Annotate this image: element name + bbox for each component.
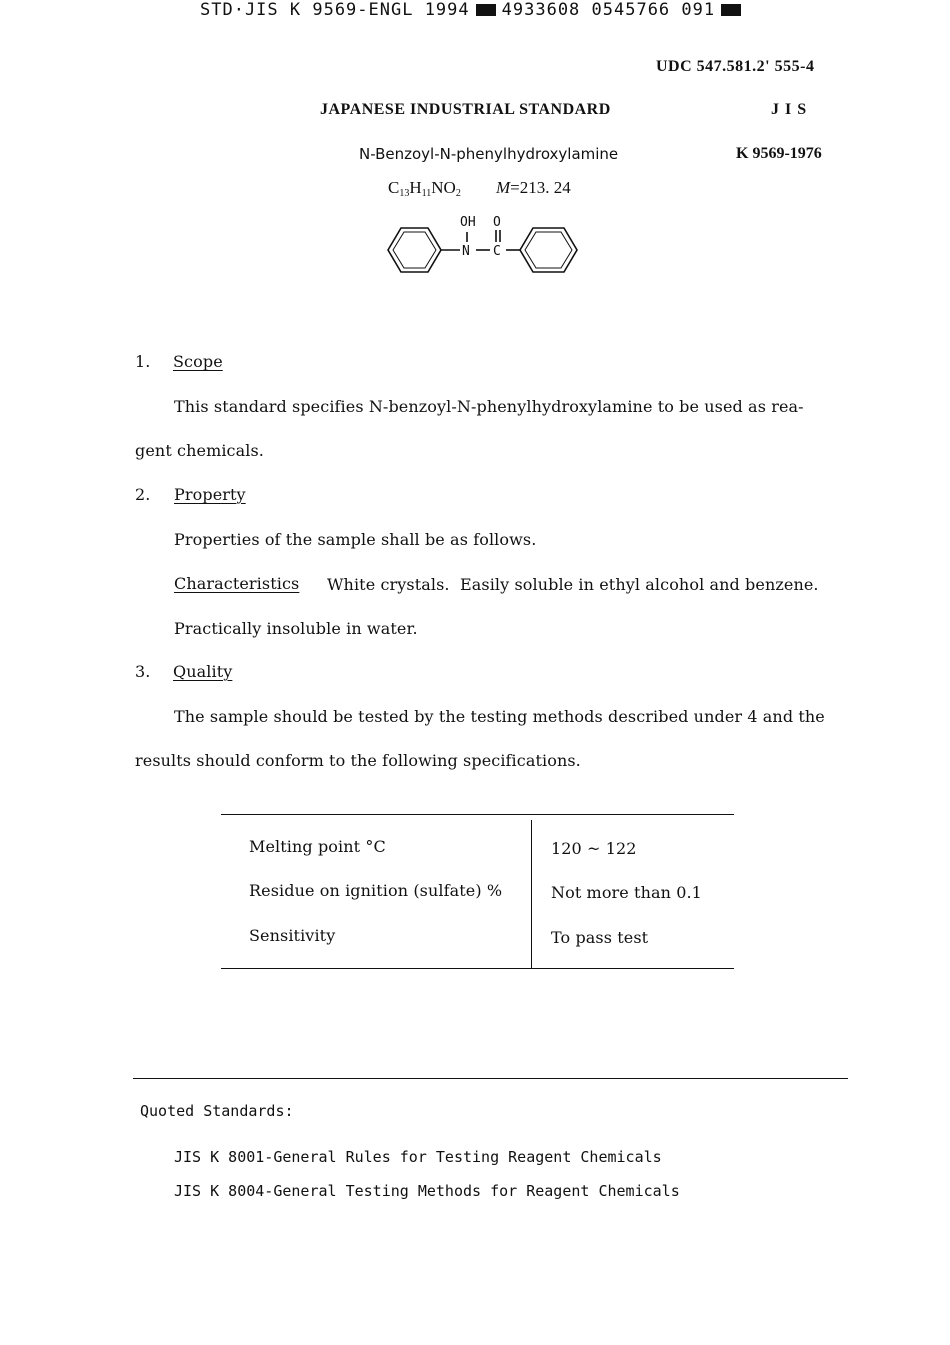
section-1-number: 1. — [135, 352, 151, 371]
standard-number: K 9569-1976 — [736, 145, 822, 162]
black-block-icon — [476, 4, 496, 16]
quoted-standard-item: JIS K 8001-General Rules for Testing Reagent Chemicals — [174, 1148, 662, 1166]
n-label: N — [462, 244, 470, 259]
footer-rule — [133, 1078, 848, 1079]
molecular-formula: $C_{13}H_{11}NO_2$ — [388, 178, 461, 199]
table-row-value: Not more than 0.1 — [551, 883, 702, 902]
table-row-item: Sensitivity — [249, 926, 336, 945]
table-column-divider — [531, 820, 532, 968]
udc-number: UDC 547.581.2' 555-4 — [656, 58, 815, 75]
quoted-standards-heading: Quoted Standards: — [140, 1102, 294, 1120]
document-code-line — [200, 0, 747, 20]
jis-label: J I S — [771, 101, 808, 118]
chemical-structure-diagram — [380, 210, 590, 280]
characteristics-text-line2: Practically insoluble in water. — [174, 619, 418, 638]
phenyl-ring-left — [388, 228, 441, 272]
o-label: O — [493, 215, 501, 230]
document-code-part2: 4933608 0545766 091 — [501, 0, 716, 20]
characteristics-text: White crystals. Easily soluble in ethyl alcohol and benzene. — [327, 575, 819, 594]
section-1-title: Scope — [173, 352, 223, 371]
section-3-text-line1: The sample should be tested by the testing methods described under 4 and the — [174, 707, 825, 726]
table-row-value: 120 ~ 122 — [551, 839, 637, 858]
section-2-title: Property — [174, 485, 246, 504]
compound-name: N-Benzoyl-N-phenylhydroxylamine — [359, 145, 619, 163]
table-row-item: Residue on ignition (sulfate) % — [249, 881, 503, 900]
oh-label: OH — [460, 215, 476, 230]
table-row-item: Melting point °C — [249, 837, 386, 856]
section-3-title: Quality — [173, 662, 233, 681]
quoted-standard-item: JIS K 8004-General Testing Methods for Reagent Chemicals — [174, 1182, 680, 1200]
phenyl-ring-right — [520, 228, 577, 272]
molecular-weight: M=213. 24 — [496, 178, 571, 197]
document-code-part1: STD·JIS K 9569-ENGL 1994 — [200, 0, 470, 20]
section-1-text-line2: gent chemicals. — [135, 441, 264, 460]
section-2-number: 2. — [135, 485, 151, 504]
c-label: C — [493, 244, 501, 259]
standard-title: JAPANESE INDUSTRIAL STANDARD — [320, 101, 611, 118]
section-2-intro: Properties of the sample shall be as follows. — [174, 530, 537, 549]
table-top-rule — [221, 814, 734, 815]
table-bottom-rule — [221, 968, 734, 969]
section-3-number: 3. — [135, 662, 151, 681]
characteristics-label: Characteristics — [174, 574, 300, 593]
section-3-text-line2: results should conform to the following specifications. — [135, 751, 581, 770]
black-block-icon — [721, 4, 741, 16]
table-row-value: To pass test — [551, 928, 649, 947]
section-1-text-line1: This standard specifies N-benzoyl-N-phenylhydroxylamine to be used as rea- — [174, 397, 804, 416]
